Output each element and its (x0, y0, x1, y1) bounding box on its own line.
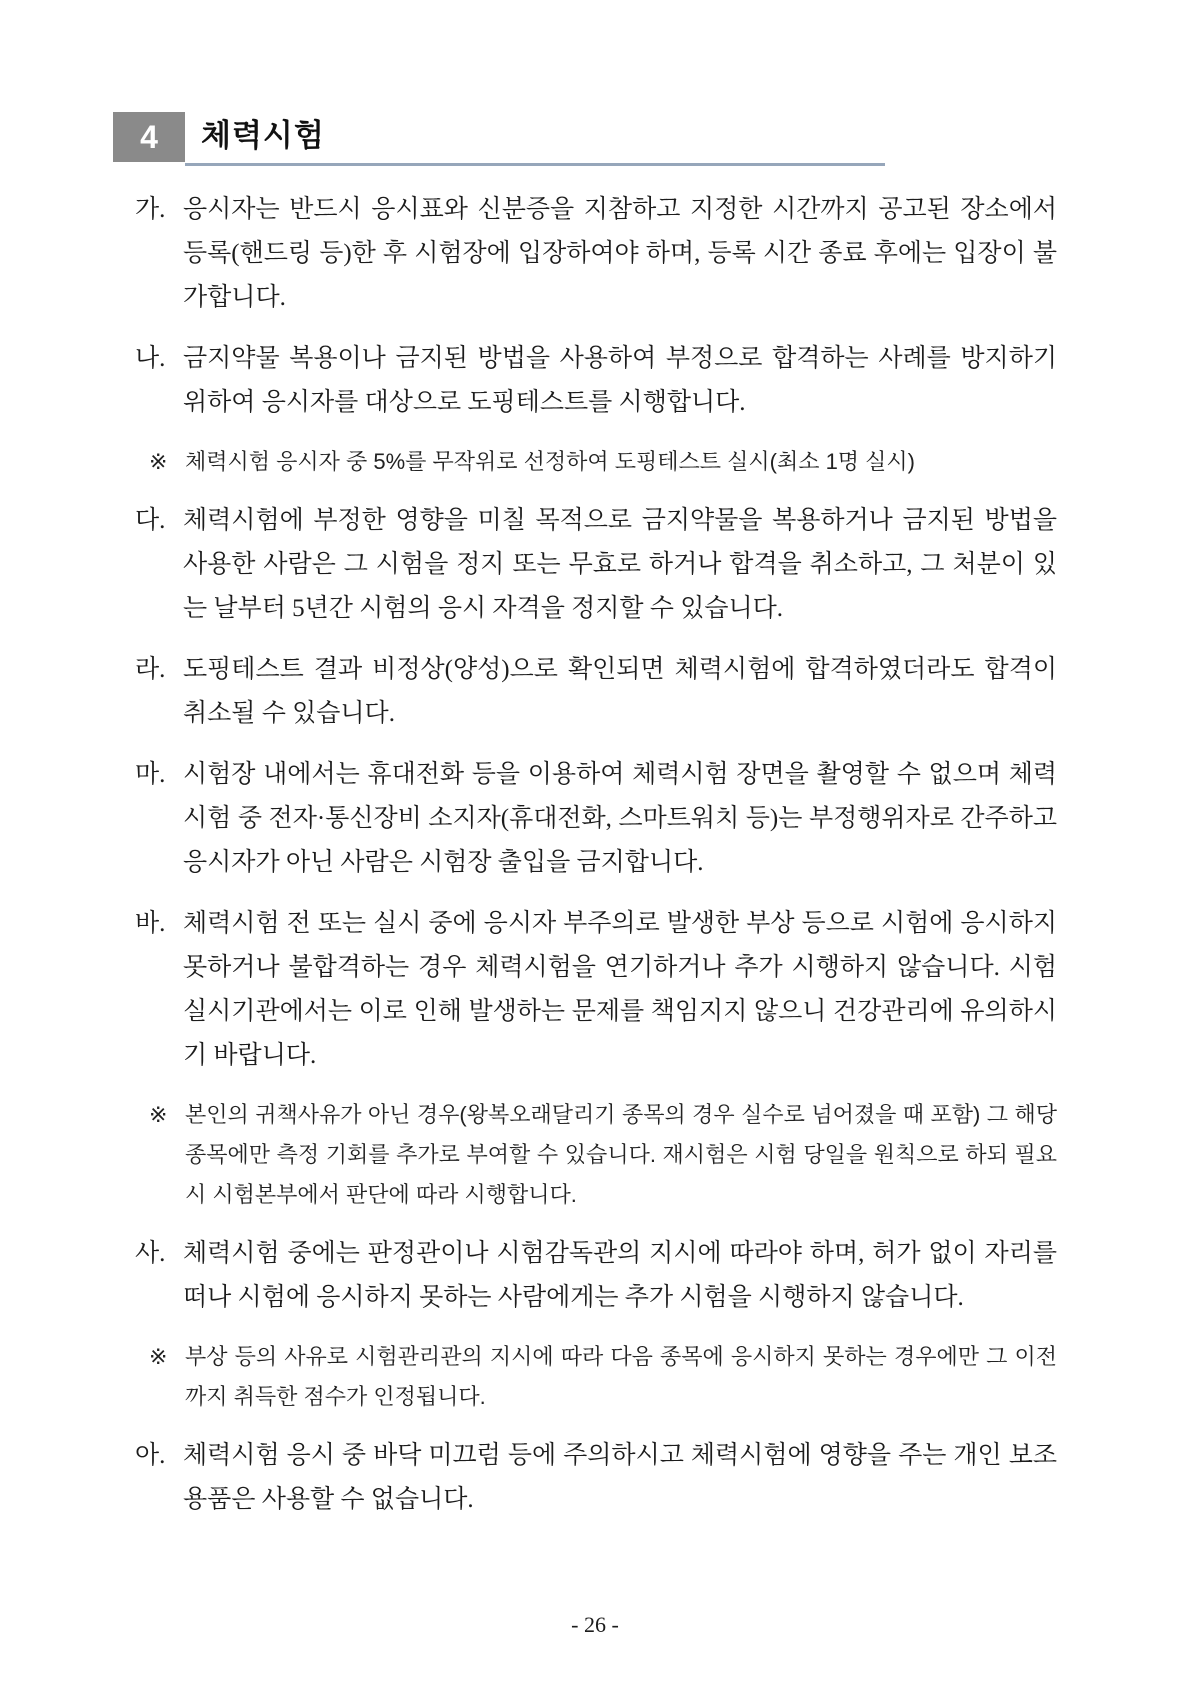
note-injury-score (149, 1337, 1057, 1417)
item-label: 사. (135, 1240, 166, 1267)
list-item-ga (135, 188, 1057, 320)
list-item-a (135, 1434, 1057, 1522)
item-label: 바. (135, 910, 166, 937)
list-item-ba (135, 902, 1057, 1078)
item-text: 도핑테스트 결과 비정상(양성)으로 확인되면 체력시험에 합격하였더라도 합격이 취소될 수 있습니다. (183, 656, 1057, 727)
list-item-sa (135, 1232, 1057, 1320)
item-label: 가. (135, 196, 166, 223)
list-item-ma (135, 753, 1057, 885)
item-text: 체력시험에 부정한 영향을 미칠 목적으로 금지약물을 복용하거나 금지된 방법을 사용한 사람은 그 시험을 정지 또는 무효로 하거나 합격을 취소하고, 그 처분이 있는 날부터 5년간 시험의 응시 자격을 정지할 수 있습니다. (183, 507, 1057, 622)
item-text: 체력시험 응시 중 바닥 미끄럼 등에 주의하시고 체력시험에 영향을 주는 개인 보조용품은 사용할 수 없습니다. (183, 1442, 1057, 1513)
note-marker: ※ (149, 449, 168, 474)
note-text: 부상 등의 사유로 시험관리관의 지시에 따라 다음 종목에 응시하지 못하는 경우에만 그 이전까지 취득한 점수가 인정됩니다. (185, 1344, 1057, 1409)
item-label: 나. (135, 345, 166, 372)
page-number: - 26 - (571, 1612, 619, 1637)
title-underline (185, 163, 885, 166)
item-text: 시험장 내에서는 휴대전화 등을 이용하여 체력시험 장면을 촬영할 수 없으며 체력시험 중 전자·통신장비 소지자(휴대전화, 스마트워치 등)는 부정행위자로 간주하고 응시자가 아닌 사람은 시험장 출입을 금지합니다. (183, 761, 1057, 876)
section-title: 체력시험 (201, 118, 325, 153)
section-header (113, 112, 1057, 166)
note-marker: ※ (149, 1102, 168, 1127)
item-label: 다. (135, 507, 166, 534)
item-text: 금지약물 복용이나 금지된 방법을 사용하여 부정으로 합격하는 사례를 방지하기 위하여 응시자를 대상으로 도핑테스트를 시행합니다. (183, 345, 1057, 416)
list-item-da (135, 499, 1057, 631)
list-item-na (135, 337, 1057, 425)
section-number-box (113, 112, 185, 162)
item-text: 체력시험 중에는 판정관이나 시험감독관의 지시에 따라야 하며, 허가 없이 자리를 떠나 시험에 응시하지 못하는 사람에게는 추가 시험을 시행하지 않습니다. (183, 1240, 1057, 1311)
item-label: 마. (135, 761, 166, 788)
item-text: 체력시험 전 또는 실시 중에 응시자 부주의로 발생한 부상 등으로 시험에 응시하지 못하거나 불합격하는 경우 체력시험을 연기하거나 추가 시행하지 않습니다. 시험실시기관에서는 이로 인해 발생하는 문제를 책임지지 않으니 건강관리에 유의하시기 바랍니다. (183, 910, 1057, 1069)
note-text: 본인의 귀책사유가 아닌 경우(왕복오래달리기 종목의 경우 실수로 넘어졌을 때 포함) 그 해당 종목에만 측정 기회를 추가로 부여할 수 있습니다. 재시험은 시험 당일을 원칙으로 하되 필요시 시험본부에서 판단에 따라 시행합니다. (185, 1102, 1057, 1207)
item-label: 라. (135, 656, 166, 683)
note-text: 체력시험 응시자 중 5%를 무작위로 선정하여 도핑테스트 실시(최소 1명 실시) (185, 449, 916, 474)
note-marker: ※ (149, 1344, 168, 1369)
note-doping-rate (149, 442, 1057, 482)
note-retest (149, 1095, 1057, 1215)
item-text: 응시자는 반드시 응시표와 신분증을 지참하고 지정한 시간까지 공고된 장소에서 등록(핸드링 등)한 후 시험장에 입장하여야 하며, 등록 시간 종료 후에는 입장이 불가합니다. (183, 196, 1058, 311)
section-number: 4 (140, 118, 158, 155)
list-item-ra (135, 648, 1057, 736)
item-label: 아. (135, 1442, 166, 1469)
